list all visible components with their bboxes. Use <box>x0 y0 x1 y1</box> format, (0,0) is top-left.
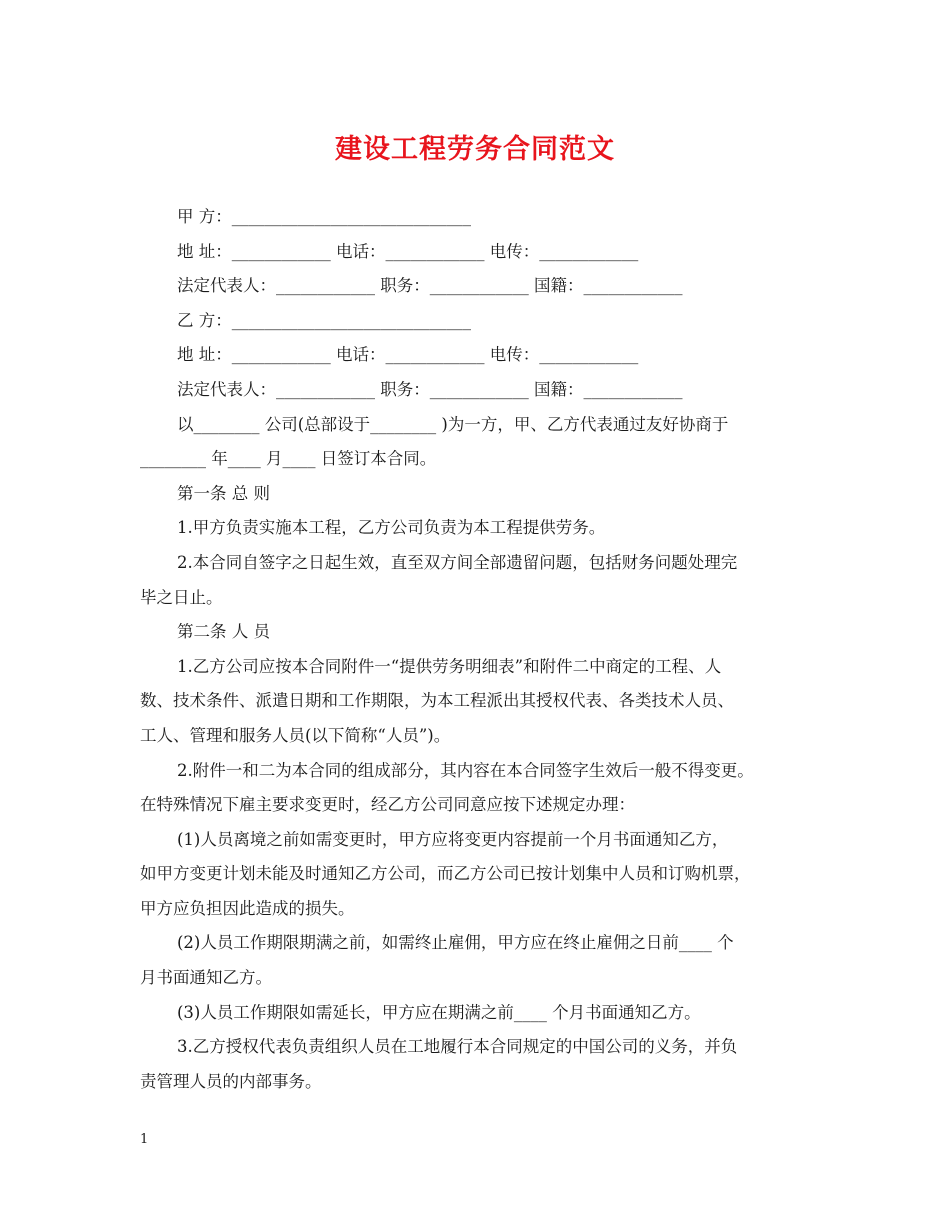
clause-line: 工人、管理和服务人员(以下简称“人员”)。 <box>140 725 451 745</box>
party-b-representative-line: 法定代表人：____________ 职务：____________ 国籍：____________ <box>177 379 683 399</box>
clause-line: 责管理人员的内部事务。 <box>140 1071 322 1091</box>
contract-body <box>140 200 820 1099</box>
clause-line: 3.乙方授权代表负责组织人员在工地履行本合同规定的中国公司的义务，并负 <box>177 1037 738 1057</box>
article-heading: 第二条 人 员 <box>177 622 270 642</box>
clause-line: 1.甲方负责实施本工程，乙方公司负责为本工程提供劳务。 <box>177 518 606 538</box>
clause-line: 如甲方变更计划未能及时通知乙方公司，而乙方公司已按计划集中人员和订购机票， <box>140 864 751 884</box>
preamble-line: ________ 年____ 月____ 日签订本合同。 <box>140 449 437 469</box>
clause-line: 在特殊情况下雇主要求变更时，经乙方公司同意应按下述规定办理： <box>140 795 635 815</box>
clause-line: 毕之日止。 <box>140 587 223 607</box>
clause-line: (2)人员工作期限期满之前，如需终止雇佣，甲方应在终止雇佣之日前____ 个 <box>177 933 734 953</box>
party-b-address-line: 地 址：____________ 电话：____________ 电传：____________ <box>177 345 639 365</box>
clause-line: 月书面通知乙方。 <box>140 968 272 988</box>
party-b-line: 乙 方：_____________________________ <box>177 310 471 330</box>
party-a-line: 甲 方：_____________________________ <box>177 207 471 226</box>
party-a-address-line: 地 址：____________ 电话：____________ 电传：____________ <box>177 241 639 261</box>
clause-line: (1)人员离境之前如需变更时，甲方应将变更内容提前一个月书面通知乙方， <box>177 829 729 849</box>
clause-line: 甲方应负担因此造成的损失。 <box>140 898 355 918</box>
article-heading: 第一条 总 则 <box>177 483 270 503</box>
clause-line: (3)人员工作期限如需延长，甲方应在期满之前____ 个月书面通知乙方。 <box>177 1002 701 1022</box>
clause-line: 2.附件一和二为本合同的组成部分，其内容在本合同签字生效后一般不得变更。 <box>177 760 754 780</box>
document-title: 建设工程劳务合同范文 <box>335 134 615 165</box>
clause-line: 数、技术条件、派遣日期和工作期限，为本工程派出其授权代表、各类技术人员、 <box>140 691 734 711</box>
party-a-representative-line: 法定代表人：____________ 职务：____________ 国籍：____________ <box>177 276 683 296</box>
page-number: 1 <box>140 1132 149 1147</box>
clause-line: 2.本合同自签字之日起生效，直至双方间全部遗留问题，包括财务问题处理完 <box>177 552 738 572</box>
clause-line: 1.乙方公司应按本合同附件一“提供劳务明细表”和附件二中商定的工程、人 <box>177 656 722 676</box>
preamble-line: 以________ 公司(总部设于________ )为一方，甲、乙方代表通过友好协商于 <box>177 414 729 434</box>
